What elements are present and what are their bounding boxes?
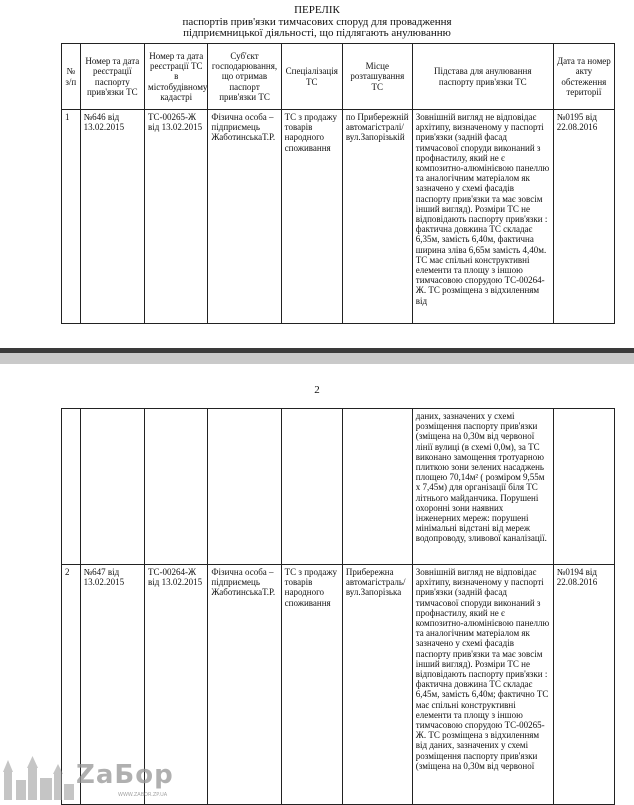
column-header-specialization: Спеціалізація ТС: [281, 44, 342, 110]
row-number: 2: [62, 565, 81, 805]
row-specialization: ТС з продажу товарів народного споживання: [281, 110, 342, 324]
row-reason: даних, зазначених у схемі розміщення паспорту прив'язки (зміщена на 0,30м від червоної лінії вулиці (в схемі 0,0м), за ТС виконано замощення тротуарною плиткою зони зелених насаджень площею 70,14м² ( розміром 9,55м х 7,45м) для організації біля ТС літнього майданчика. Порушені охоронні зони наявних інженерних мереж: порушені мінімальні відстані від мереж водопроводу, зливової каналізації.: [412, 409, 553, 565]
document-title: ПЕРЕЛІК: [294, 4, 340, 16]
row-subject: Фізична особа – підприємець ЖаботинськаТ.Р.: [208, 110, 281, 324]
row-passport: №647 від 13.02.2015: [80, 565, 144, 805]
row-cadastre: ТС-00264-Ж від 13.02.2015: [145, 565, 208, 805]
watermark-url: WWW.ZABOR.ZP.UA: [118, 792, 168, 798]
column-header-location: Місце розташування ТС: [342, 44, 412, 110]
column-header-number: № з/п: [62, 44, 81, 110]
column-header-cadastre: Номер та дата реєстрації ТС в містобудівному кадастрі: [145, 44, 208, 110]
row-number: [62, 409, 81, 565]
row-location: Прибережна автомагістраль/ вул.Запорізька: [342, 565, 412, 805]
row-passport: №646 від 13.02.2015: [80, 110, 144, 324]
row-subject: [208, 409, 281, 565]
row-location: по Прибережній автомагістралі/ вул.Запорізькій: [342, 110, 412, 324]
passport-table-page-1: [61, 43, 615, 324]
row-subject: Фізична особа – підприємець ЖаботинськаТ.Р.: [208, 565, 281, 805]
row-reason: Зовнішній вигляд не відповідає архітипу, визначеному у паспорті прив'язки (задній фасад тимчасової споруди виконаний з профнастилу, який не є композитно-алюмінієвою панеллю та аналогічним матеріалом як зазначено у схемі фасадів паспорту прив'язки та має зовсім інший вигляд). Розміри ТС не відповідають паспорту прив'язки : фактична довжина ТС складає 6,45м, замість 6,40м; фактично ТС має спільні конструктивні елементи та площу з іншою тимчасовою спорудою ТС-00265-Ж. ТС розміщена з відхиленням від даних, зазначених у схемі розміщення паспорту прив'язки (зміщена на 0,30м від червоної: [412, 565, 553, 805]
column-header-act: Дата та номер акту обстеження території: [553, 44, 614, 110]
document-subtitle-line-1: паспортів прив'язки тимчасових споруд для провадження: [182, 16, 452, 28]
watermark-brand: ZaБор: [76, 760, 174, 790]
column-header-subject: Суб'єкт господарювання, що отримав паспорт прив'язки ТС: [208, 44, 281, 110]
row-location: [342, 409, 412, 565]
row-act: [553, 409, 614, 565]
row-passport: [80, 409, 144, 565]
row-cadastre: [145, 409, 208, 565]
document-subtitle-line-2: підприємницької діяльності, що підлягають анулюванню: [183, 27, 451, 39]
column-header-reason: Підстава для анулювання паспорту прив'язки ТС: [412, 44, 553, 110]
column-header-passport: Номер та дата реєстрації паспорту прив'язки ТС: [80, 44, 144, 110]
page-number: 2: [314, 384, 320, 396]
row-act: №0194 від 22.08.2016: [553, 565, 614, 805]
passport-table-page-2: [61, 408, 615, 805]
table-row-continued: [62, 409, 615, 565]
table-row: [62, 110, 615, 324]
page-separator: [0, 348, 634, 364]
row-number: 1: [62, 110, 81, 324]
document-page-1: [0, 0, 634, 348]
row-act: №0195 від 22.08.2016: [553, 110, 614, 324]
table-header-row: [62, 44, 615, 110]
row-specialization: ТС з продажу товарів народного споживання: [281, 565, 342, 805]
row-cadastre: ТС-00265-Ж від 13.02.2015: [145, 110, 208, 324]
row-specialization: [281, 409, 342, 565]
row-reason: Зовнішній вигляд не відповідає архітипу, визначеному у паспорті прив'язки (задній фасад тимчасової споруди виконаний з профнастилу, який не є композитно-алюмінієвою панеллю та аналогічним матеріалом як зазначено у схемі фасадів паспорту прив'язки та має зовсім інший вигляд). Розміри ТС не відповідають паспорту прив'язки : фактична довжина ТС складає 6,35м, замість 6,40м, фактична ширина зліва 6,65м замість 4,40м. ТС має спільні конструктивні елементи та площу з іншою тимчасовою спорудою ТС-00264-Ж. ТС розміщена з відхиленням від: [412, 110, 553, 324]
